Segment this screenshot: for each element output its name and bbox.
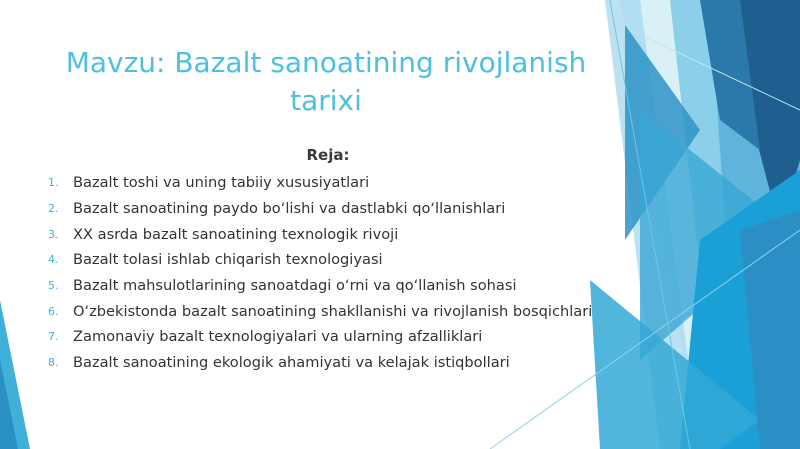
list-item-text: Zamonaviy bazalt texnologiyalari va ularning afzalliklari [73, 328, 483, 346]
list-item [48, 350, 592, 376]
list-item-number: 2. [48, 202, 59, 216]
list-item [48, 221, 592, 247]
list-item-text: O‘zbekistonda bazalt sanoatining shakllanishi va rivojlanish bosqichlari [73, 302, 593, 320]
list-item [48, 196, 592, 222]
plan-list [48, 170, 592, 376]
list-item-number: 8. [48, 356, 59, 370]
list-item [48, 170, 592, 196]
list-item-text: Bazalt sanoatining ekologik ahamiyati va kelajak istiqbollari [73, 354, 510, 372]
list-item-number: 5. [48, 279, 59, 293]
list-item-number: 6. [48, 304, 59, 318]
list-item [48, 273, 592, 299]
list-item-text: Bazalt sanoatining paydo bo‘lishi va dastlabki qo‘llanishlari [73, 200, 506, 218]
list-item-text: Bazalt tolasi ishlab chiqarish texnologiyasi [73, 251, 383, 269]
list-item [48, 247, 592, 273]
list-item-number: 1. [48, 176, 59, 190]
list-item-number: 7. [48, 330, 59, 344]
list-item-text: Bazalt mahsulotlarining sanoatdagi o‘rni va qo‘llanish sohasi [73, 277, 517, 295]
list-item-number: 3. [48, 227, 59, 241]
list-item [48, 324, 592, 350]
list-item-number: 4. [48, 253, 59, 267]
slide-title: Mavzu: Bazalt sanoatining rivojlanish tarixi [65, 46, 587, 117]
list-item [48, 298, 592, 324]
plan-heading: Reja: [306, 146, 350, 164]
list-item-text: XX asrda bazalt sanoatining texnologik rivoji [73, 225, 399, 243]
list-item-text: Bazalt toshi va uning tabiiy xususiyatlari [73, 174, 370, 192]
